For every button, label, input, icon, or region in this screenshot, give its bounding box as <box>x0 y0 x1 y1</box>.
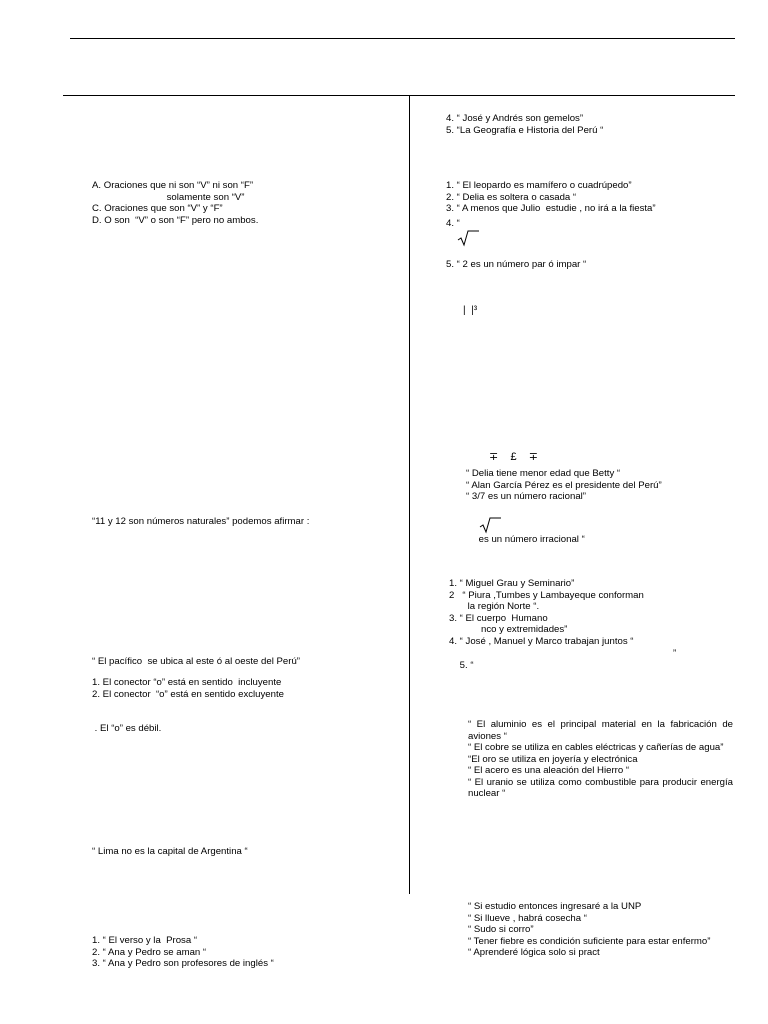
item5-empty: 5. “ ” <box>459 648 677 671</box>
gemelos-list: 4. “ José y Andrés son gemelos” 5. “La Geografía e Historia del Perú “ <box>446 113 604 136</box>
square-root-icon <box>479 516 501 534</box>
sqrt-item: 4. “ <box>446 218 656 259</box>
verso-line: 2. “ Ana y Pedro se aman “ <box>92 946 207 958</box>
conectores-list <box>92 677 284 700</box>
square-root-icon <box>457 229 479 247</box>
header-rule <box>63 95 735 96</box>
naturales-statement: “11 y 12 son números naturales” podemos afirmar : <box>92 516 310 527</box>
option-line: C. Oraciones que son “V” y “F” <box>92 203 223 214</box>
option-line: solamente son “V” <box>92 191 245 203</box>
debil-statement: . El “o” es débil. <box>92 723 162 734</box>
column-divider <box>409 95 410 894</box>
symbols-row: ∓ £ ∓ <box>489 451 539 463</box>
options-list <box>92 180 258 226</box>
conector-line: 1. El conector “o” está en sentido incluyente <box>92 677 282 688</box>
pacifico-statement: “ El pacífico se ubica al este ó al oeste del Perú” <box>92 656 300 667</box>
conector-line: 2. El conector “o” está en sentido excluyente <box>92 688 284 700</box>
top-rule <box>70 38 735 39</box>
verso-line: 3. “ Ana y Pedro son profesores de inglés “ <box>92 958 274 969</box>
leopardo-list: 1. “ El leopardo es mamífero o cuadrúpedo” 2. “ Delia es soltera o casada “ 3. “ A menos que Julio estudie , no irá a la fiesta” 4. “ 5. “ 2 es un número par ó impar “ <box>446 180 656 270</box>
delia-list: “ Delia tiene menor edad que Betty “ “ Alan García Pérez es el presidente del Perú” “ 3/7 es un número racional” <box>466 468 662 502</box>
verso-line: 1. “ El verso y la Prosa “ <box>92 935 198 946</box>
estudio-list: “ Si estudio entonces ingresaré a la UNP “ Si llueve , habrá cosecha “ “ Sudo si corro” “ Tener fiebre es condición suficiente para estar enfermo” “ Aprenderé lógica solo si pract <box>468 901 711 958</box>
abs-fragment: | |³ <box>463 305 478 316</box>
option-line: D. O son “V” o son “F” pero no ambos. <box>92 214 259 226</box>
option-line: A. Oraciones que ni son “V” ni son “F” <box>92 180 254 191</box>
metales-list: “ El aluminio es el principal material en la fabricación de aviones “ “ El cobre se utiliza en cables eléctricas y cañerías de agua” “El oro se utiliza en joyería y electrónica “ El acero es una aleación del Hierro “ “ El uranio se utiliza como combustible para producir energía nuclear “ <box>468 719 733 799</box>
verso-list <box>92 935 274 970</box>
irracional-line: es un número irracional “ <box>468 504 585 557</box>
grau-list: 1. “ Miguel Grau y Seminario” 2 “ Piura ,Tumbes y Lambayeque conforman la región Norte “. 3. “ El cuerpo Humano nco y extremidades” 4. “ José , Manuel y Marco trabajan juntos “ <box>449 578 644 647</box>
lima-statement: “ Lima no es la capital de Argentina “ <box>92 846 248 857</box>
